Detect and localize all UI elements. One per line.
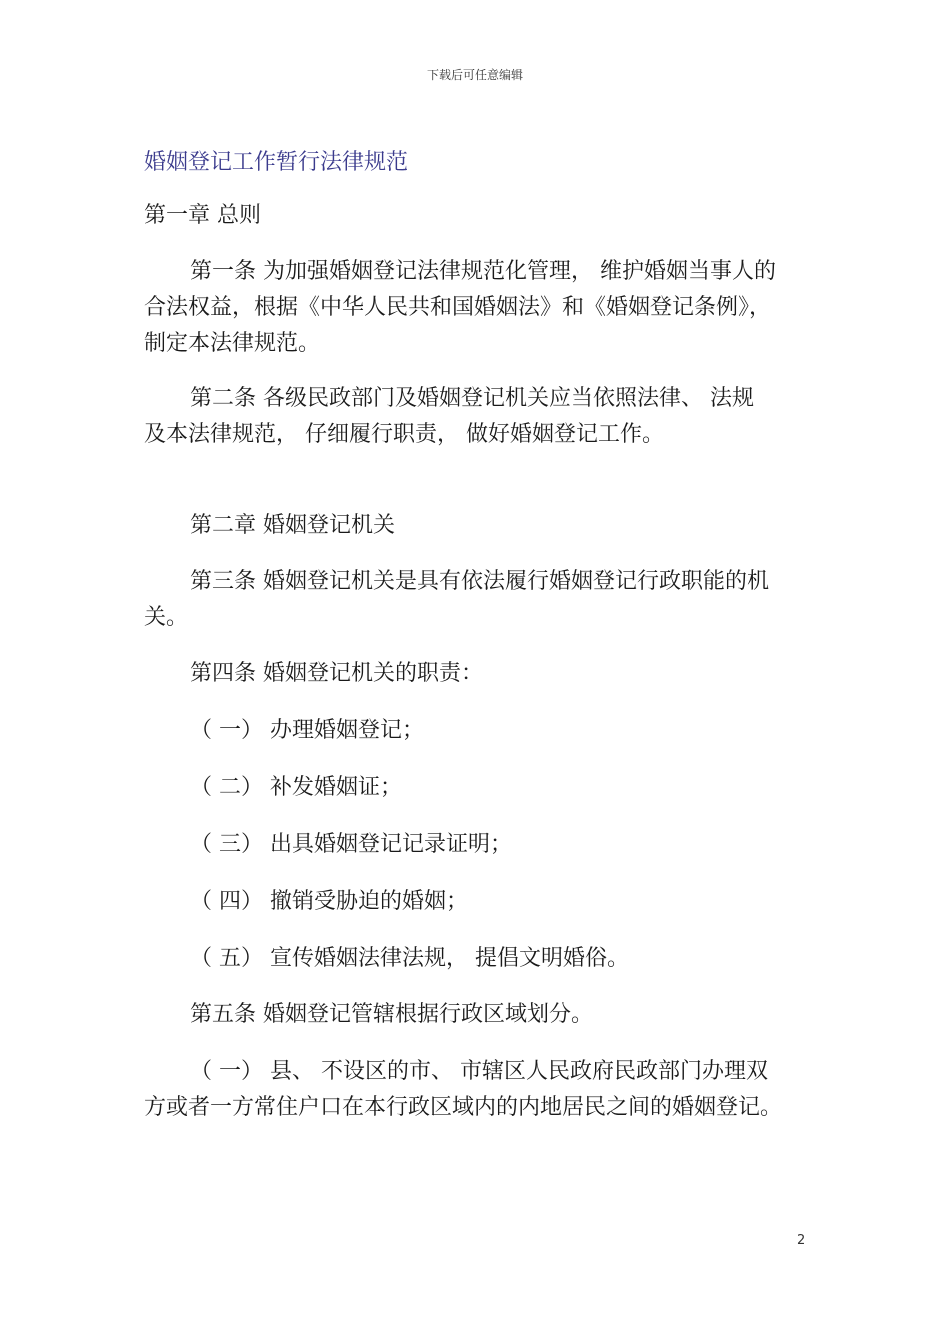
duty-item: （ 二） 补发婚姻证； bbox=[190, 775, 402, 800]
page-header-note: 下载后可任意编辑 bbox=[426, 68, 523, 82]
article-5-item-1-line-1: （ 一） 县、 不设区的市、 市辖区人民政府民政部门办理双 bbox=[190, 1059, 768, 1084]
chapter-1-heading: 第一章 总则 bbox=[144, 203, 261, 228]
article-5-heading: 第五条 婚姻登记管辖根据行政区域划分。 bbox=[190, 1002, 593, 1027]
article-1-line-3: 制定本法律规范。 bbox=[144, 331, 321, 356]
duty-item: （ 四） 撤销受胁迫的婚姻； bbox=[190, 889, 468, 914]
duty-item: （ 五） 宣传婚姻法律法规， 提倡文明婚俗。 bbox=[190, 946, 629, 971]
chapter-2-heading: 第二章 婚姻登记机关 bbox=[190, 513, 395, 538]
document-title: 婚姻登记工作暂行法律规范 bbox=[144, 150, 409, 175]
page-number: 2 bbox=[797, 1233, 806, 1248]
article-2-line-1: 第二条 各级民政部门及婚姻登记机关应当依照法律、 法规 bbox=[190, 386, 754, 411]
duty-item: （ 三） 出具婚姻登记记录证明； bbox=[190, 832, 512, 857]
article-3-line-1: 第三条 婚姻登记机关是具有依法履行婚姻登记行政职能的机 bbox=[190, 569, 769, 594]
article-1-line-1: 第一条 为加强婚姻登记法律规范化管理， 维护婚姻当事人的 bbox=[190, 259, 776, 284]
duty-item: （ 一） 办理婚姻登记； bbox=[190, 718, 424, 743]
article-1-line-2: 合法权益，根据《中华人民共和国婚姻法》和《婚姻登记条例》， bbox=[144, 295, 772, 320]
article-4-heading: 第四条 婚姻登记机关的职责： bbox=[190, 661, 483, 686]
article-3-line-2: 关。 bbox=[144, 605, 189, 630]
article-2-line-2: 及本法律规范， 仔细履行职责， 做好婚姻登记工作。 bbox=[144, 422, 664, 447]
article-5-item-1-line-2: 方或者一方常住户口在本行政区域内的内地居民之间的婚姻登记。 bbox=[144, 1095, 783, 1120]
